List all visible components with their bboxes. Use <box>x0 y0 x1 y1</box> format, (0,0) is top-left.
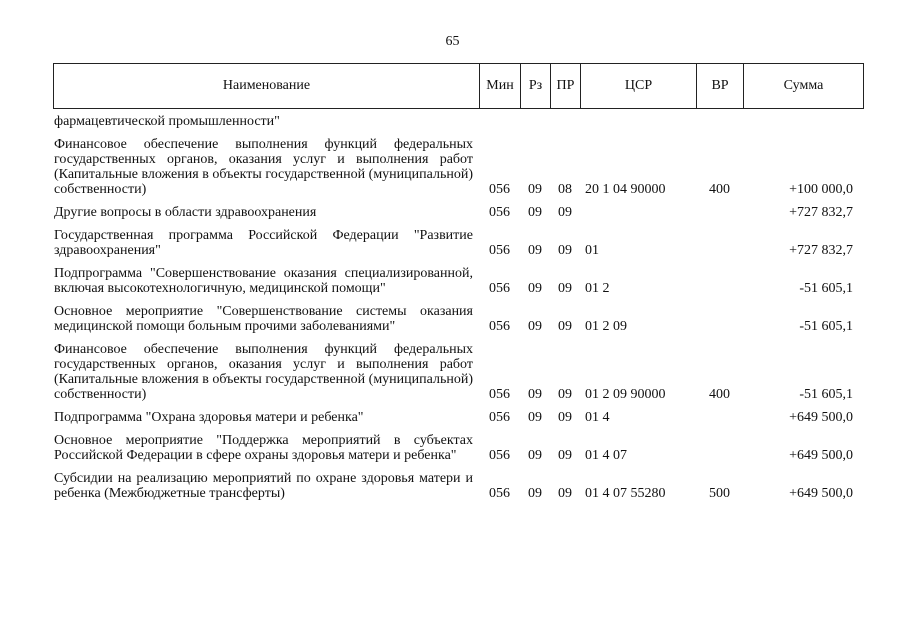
page-number: 65 <box>445 34 460 49</box>
table-row <box>53 402 863 425</box>
row-csr: 01 4 07 <box>585 448 627 463</box>
row-sum: -51 605,1 <box>799 387 853 402</box>
row-pr: 09 <box>558 448 572 463</box>
row-name: Другие вопросы в области здравоохранения <box>54 205 317 220</box>
table-row <box>53 463 863 501</box>
row-rz: 09 <box>528 410 542 425</box>
table-row <box>53 334 863 402</box>
row-rz: 09 <box>528 319 542 334</box>
row-csr: 01 2 09 90000 <box>585 387 666 402</box>
row-csr: 01 4 07 55280 <box>585 486 666 501</box>
row-name: Подпрограмма "Охрана здоровья матери и ребенка" <box>54 410 364 425</box>
table-row <box>53 296 863 334</box>
row-name: Субсидии на реализацию мероприятий по охране здоровья матери и ребенка (Межбюджетные трансферты) <box>54 471 473 501</box>
row-sum <box>743 112 863 129</box>
row-csr: 01 <box>585 243 599 258</box>
row-vr <box>696 258 743 296</box>
row-min: 056 <box>489 319 510 334</box>
table-row <box>53 112 863 129</box>
row-name: Основное мероприятие "Совершенствование системы оказания медицинской помощи больным прочими заболеваниями" <box>54 304 473 334</box>
row-csr: 01 2 09 <box>585 319 627 334</box>
table-row <box>53 129 863 197</box>
header-name: Наименование <box>54 64 480 109</box>
row-vr <box>696 402 743 425</box>
row-rz: 09 <box>528 486 542 501</box>
row-min: 056 <box>489 486 510 501</box>
row-vr <box>696 425 743 463</box>
row-pr: 08 <box>558 182 572 197</box>
row-pr: 09 <box>558 410 572 425</box>
row-sum: +727 832,7 <box>789 243 853 258</box>
row-sum: +727 832,7 <box>789 205 853 220</box>
table-row <box>53 197 863 220</box>
row-csr: 20 1 04 90000 <box>585 182 666 197</box>
row-rz: 09 <box>528 448 542 463</box>
row-name: Финансовое обеспечение выполнения функций федеральных государственных органов, оказания услуг и выполнения работ (Капитальные вложения в объекты государственной (муниципальной) собственности) <box>54 137 473 197</box>
row-rz: 09 <box>528 205 542 220</box>
row-pr: 09 <box>558 319 572 334</box>
row-name: Подпрограмма "Совершенствование оказания специализированной, включая высокотехнологичную, медицинской помощи" <box>54 266 473 296</box>
row-min: 056 <box>489 448 510 463</box>
row-min: 056 <box>489 243 510 258</box>
row-sum: +649 500,0 <box>789 486 853 501</box>
row-sum: +649 500,0 <box>789 410 853 425</box>
row-rz: 09 <box>528 387 542 402</box>
row-rz: 09 <box>528 243 542 258</box>
header-pr: ПР <box>551 64 581 109</box>
header-sum: Сумма <box>744 64 864 109</box>
row-sum: +100 000,0 <box>789 182 853 197</box>
row-min: 056 <box>489 281 510 296</box>
header-csr: ЦСР <box>581 64 697 109</box>
row-pr: 09 <box>558 205 572 220</box>
row-min <box>479 112 520 129</box>
row-name: фармацевтической промышленности" <box>54 114 280 129</box>
header-rz: Рз <box>521 64 551 109</box>
row-csr: 01 4 <box>585 410 610 425</box>
header-min: Мин <box>480 64 521 109</box>
row-min: 056 <box>489 182 510 197</box>
budget-table-body <box>53 112 863 501</box>
table-row <box>53 220 863 258</box>
row-pr <box>550 112 580 129</box>
row-csr: 01 2 <box>585 281 610 296</box>
row-vr <box>696 112 743 129</box>
row-pr: 09 <box>558 281 572 296</box>
row-name: Государственная программа Российской Федерации "Развитие здравоохранения" <box>54 228 473 258</box>
row-vr: 400 <box>709 387 730 402</box>
row-name: Финансовое обеспечение выполнения функций федеральных государственных органов, оказания услуг и выполнения работ (Капитальные вложения в объекты государственной (муниципальной) собственности) <box>54 342 473 402</box>
row-csr <box>580 197 696 220</box>
row-pr: 09 <box>558 486 572 501</box>
row-vr <box>696 197 743 220</box>
row-min: 056 <box>489 205 510 220</box>
row-csr <box>580 112 696 129</box>
row-vr: 500 <box>709 486 730 501</box>
row-sum: -51 605,1 <box>799 281 853 296</box>
row-min: 056 <box>489 387 510 402</box>
row-sum: -51 605,1 <box>799 319 853 334</box>
row-sum: +649 500,0 <box>789 448 853 463</box>
row-pr: 09 <box>558 387 572 402</box>
row-rz <box>520 112 550 129</box>
table-header <box>53 63 864 109</box>
row-rz: 09 <box>528 182 542 197</box>
table-row <box>53 425 863 463</box>
row-name: Основное мероприятие "Поддержка мероприятий в субъектах Российской Федерации в сфере охраны здоровья матери и ребенка" <box>54 433 473 463</box>
row-vr: 400 <box>709 182 730 197</box>
row-rz: 09 <box>528 281 542 296</box>
row-vr <box>696 296 743 334</box>
row-vr <box>696 220 743 258</box>
header-vr: ВР <box>697 64 744 109</box>
row-pr: 09 <box>558 243 572 258</box>
row-min: 056 <box>489 410 510 425</box>
table-row <box>53 258 863 296</box>
